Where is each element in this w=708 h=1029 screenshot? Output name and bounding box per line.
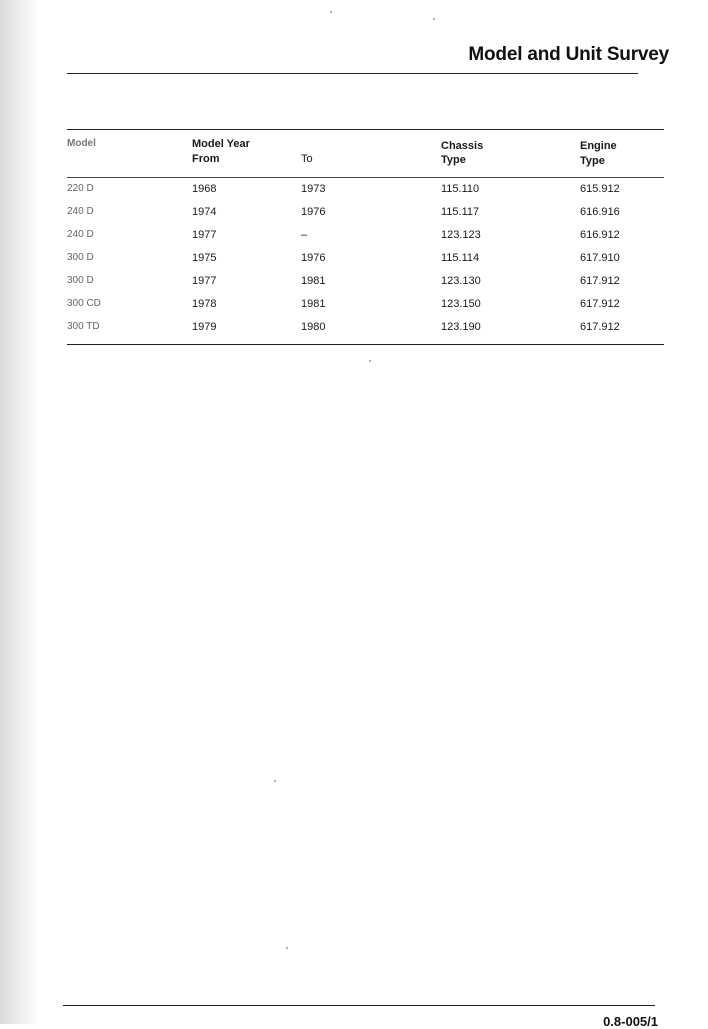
table-bottom-rule <box>67 344 664 345</box>
cell-chassis: 123.123 <box>441 229 481 241</box>
cell-chassis: 123.190 <box>441 321 481 333</box>
scan-speck <box>286 947 288 949</box>
cell-from: 1974 <box>192 206 217 218</box>
table-top-rule <box>67 129 664 130</box>
scan-speck <box>369 360 371 362</box>
table-row <box>0 296 708 319</box>
page-edge-shadow <box>0 0 40 1024</box>
title-rule <box>67 73 638 74</box>
header-engine-type: Type <box>580 155 605 167</box>
cell-chassis: 115.117 <box>441 206 480 218</box>
cell-to: 1973 <box>301 183 326 195</box>
cell-chassis: 123.150 <box>441 298 481 310</box>
cell-from: 1968 <box>192 183 217 195</box>
scan-speck <box>274 780 276 782</box>
header-bottom-rule <box>67 177 664 178</box>
cell-chassis: 115.110 <box>441 183 480 195</box>
cell-model: 300 TD <box>67 321 100 332</box>
table-row <box>0 319 708 342</box>
cell-engine: 617.912 <box>580 298 620 310</box>
cell-model: 300 D <box>67 275 94 286</box>
cell-engine: 615.912 <box>580 183 620 195</box>
table-row <box>0 181 708 204</box>
cell-chassis: 123.130 <box>441 275 481 287</box>
cell-model: 300 CD <box>67 298 101 309</box>
cell-model: 240 D <box>67 206 94 217</box>
cell-model: 300 D <box>67 252 94 263</box>
header-model: Model <box>67 138 96 149</box>
header-chassis: Chassis <box>441 140 484 152</box>
cell-to: 1976 <box>301 252 326 264</box>
cell-to: 1981 <box>301 298 326 310</box>
table-row <box>0 250 708 273</box>
page-number: 0.8-005/1 <box>603 1014 658 1029</box>
header-to: To <box>301 153 313 165</box>
cell-from: 1977 <box>192 275 217 287</box>
header-chassis-type: Type <box>441 154 466 166</box>
cell-from: 1975 <box>192 252 217 264</box>
cell-model: 240 D <box>67 229 94 240</box>
table-body <box>0 181 708 342</box>
cell-engine: 617.912 <box>580 275 620 287</box>
cell-engine: 616.916 <box>580 206 620 218</box>
cell-to: 1976 <box>301 206 326 218</box>
header-engine: Engine <box>580 140 617 152</box>
cell-to: 1980 <box>301 321 326 333</box>
scan-speck <box>433 18 435 20</box>
cell-from: 1978 <box>192 298 217 310</box>
header-model-year: Model Year <box>192 138 250 150</box>
table-row <box>0 227 708 250</box>
cell-from: 1979 <box>192 321 217 333</box>
cell-model: 220 D <box>67 183 94 194</box>
footer-rule <box>63 1005 655 1006</box>
scan-speck <box>330 11 332 13</box>
table-row <box>0 273 708 296</box>
cell-engine: 617.912 <box>580 321 620 333</box>
cell-from: 1977 <box>192 229 217 241</box>
cell-to: – <box>301 229 308 241</box>
cell-engine: 617.910 <box>580 252 620 264</box>
cell-engine: 616.912 <box>580 229 620 241</box>
page-title: Model and Unit Survey <box>468 44 669 65</box>
cell-chassis: 115.114 <box>441 252 480 264</box>
cell-to: 1981 <box>301 275 326 287</box>
table-row <box>0 204 708 227</box>
header-from: From <box>192 153 220 165</box>
